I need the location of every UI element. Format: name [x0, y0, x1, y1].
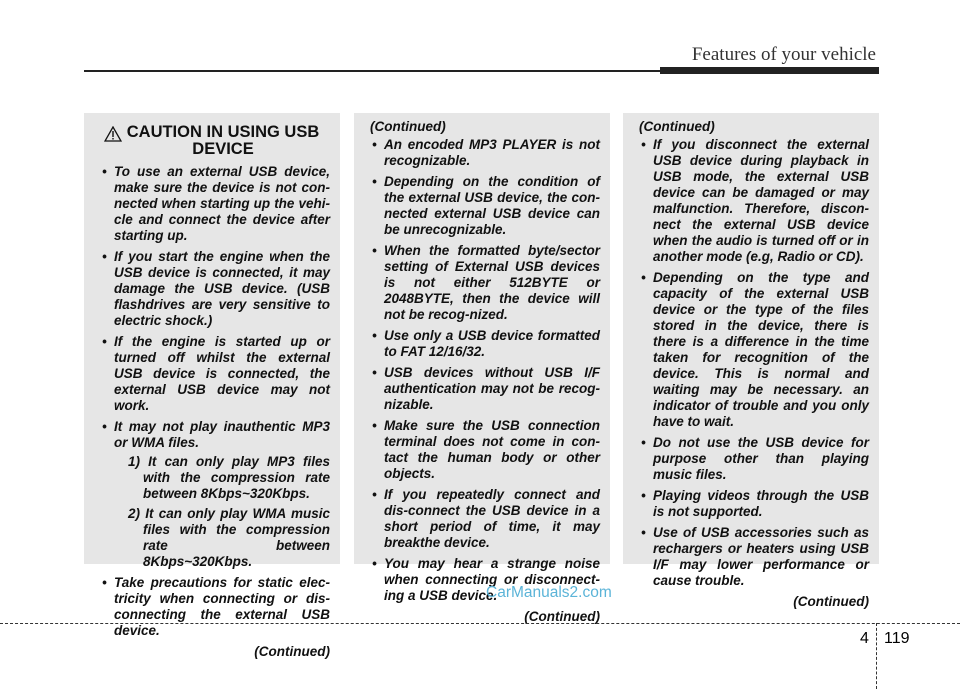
list-item: • When the formatted byte/sector setting of External USB devices is not either 512BYTE or 2048BYTE, then the device will not be recog-nized.: [370, 243, 600, 323]
caution-heading: [100, 124, 330, 158]
section-title: Features of your vehicle: [691, 44, 876, 65]
list-item: • To use an external USB device, make sure the device is not con-nected when starting up the vehi-cle and connect the device after starting up.: [100, 164, 330, 244]
continued-label: (Continued): [370, 119, 446, 134]
caution-list-2: [370, 137, 600, 604]
continued-label: (Continued): [639, 119, 715, 134]
list-item: • If you repeatedly connect and dis-connect the USB device in a short period of time, it may breakthe device.: [370, 487, 600, 551]
continued-label: (Continued): [793, 594, 869, 609]
caution-panel-3: [623, 113, 879, 609]
sub-item: 2) It can only play WMA music files with the compression rate between 8Kbps~320Kbps.: [128, 506, 330, 569]
list-item: • If you disconnect the external USB device during playback in USB mode, the external USB device can be damaged or may malfunction. Therefore, discon-nect the external USB device when the audio is turned off or in another mode (e.g, Radio or CD).: [639, 137, 869, 265]
caution-title: CAUTION IN USING USB DEVICE: [126, 123, 320, 158]
sub-list: [114, 454, 330, 570]
continued-label: (Continued): [524, 609, 600, 624]
list-item: • If you start the engine when the USB device is connected, it may damage the USB device. (USB flashdrives are very sensitive to electric shock.): [100, 249, 330, 329]
list-item: • Take precautions for static elec-tricity when connecting or dis-connecting the external USB device.: [100, 575, 330, 639]
list-item: • Use of USB accessories such as rechargers or heaters using USB I/F may lower performance or cause trouble.: [639, 525, 869, 589]
list-item: • Make sure the USB connection terminal does not come in con-tact the human body or other objects.: [370, 418, 600, 482]
caution-panel-1: [84, 113, 340, 659]
sub-item: 1) It can only play MP3 files with the compression rate between 8Kbps~320Kbps.: [128, 454, 330, 501]
caution-list-3: [639, 137, 869, 589]
list-item: • Use only a USB device formatted to FAT 12/16/32.: [370, 328, 600, 360]
page-number: 119: [884, 630, 910, 647]
list-item: • Do not use the USB device for purpose other than playing music files.: [639, 435, 869, 483]
watermark-link[interactable]: CarManuals2.com: [486, 584, 612, 601]
list-item: • USB devices without USB I/F authentication may not be recog-nizable.: [370, 365, 600, 413]
continued-label: (Continued): [254, 644, 330, 659]
list-item: • You may hear a strange noise when connecting or disconnect-ing a USB device.: [370, 556, 600, 604]
list-item-text: It may not play inauthentic MP3 or WMA files.: [114, 419, 330, 450]
header-rule-accent: [660, 67, 879, 74]
list-item: • Depending on the type and capacity of the external USB device or the type of the files stored in the device, there is there is a difference in the time taken for recognition of the device. This is normal and waiting may be necessary. an indicator of trouble and you only have to wait.: [639, 270, 869, 430]
list-item: • Depending on the condition of the external USB device, the con-nected external USB device can be unrecognizable.: [370, 174, 600, 238]
footer-separator: [876, 623, 877, 689]
list-item: • An encoded MP3 PLAYER is not recognizable.: [370, 137, 600, 169]
list-item: [100, 419, 330, 570]
list-item: • If the engine is started up or turned off whilst the external USB device is connected, the external USB device may not work.: [100, 334, 330, 414]
footer-rule: [0, 623, 960, 624]
caution-list-1: [100, 164, 330, 639]
list-item: • Playing videos through the USB is not supported.: [639, 488, 869, 520]
warning-triangle-icon: [104, 126, 122, 142]
chapter-number: 4: [860, 630, 869, 647]
